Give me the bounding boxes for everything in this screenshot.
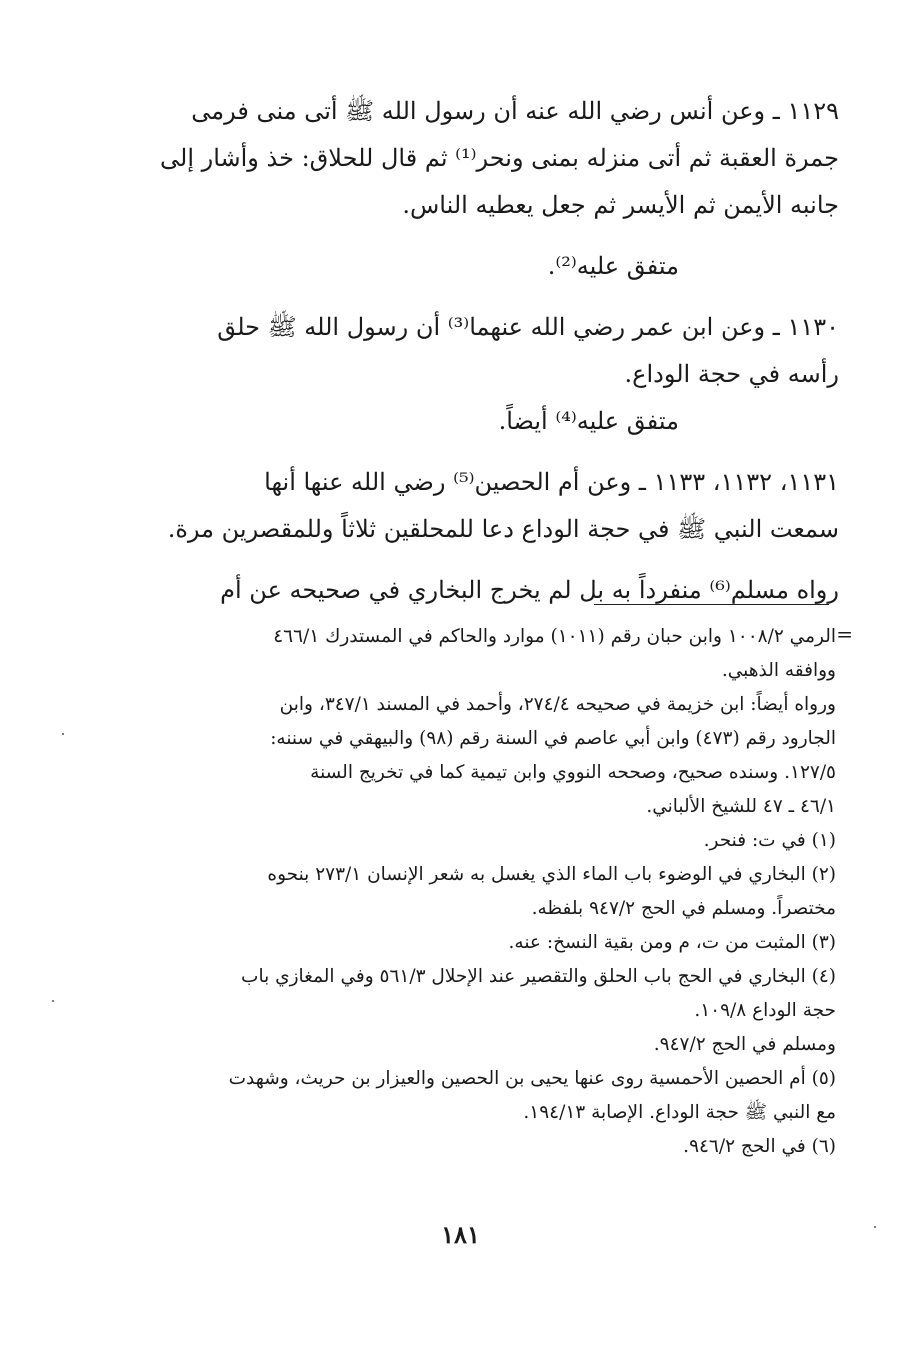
continuation-mark: = <box>836 622 853 646</box>
hadith-line: رأسه في حجة الوداع. <box>624 360 839 388</box>
scan-speck <box>874 1226 876 1228</box>
hadith-source: متفق عليه⁽⁴⁾ أيضاً. <box>498 407 679 435</box>
hadith-1131-1133 <box>132 459 839 553</box>
main-text <box>132 88 839 614</box>
footnote-5: (٥) أم الحصين الأحمسية روى عنها يحيى بن الحصين والعيزار بن حريث، وشهدت مع النبي ﷺ حجة الوداع. الإصابة ١٩٤/١٣. <box>228 1068 836 1123</box>
hadith-line: رواه مسلم⁽⁶⁾ منفرداً به بل لم يخرج البخاري في صحيحه عن أم <box>220 576 839 604</box>
hadith-1130 <box>132 304 839 398</box>
scan-speck <box>62 733 64 735</box>
footnote-continued: الرمي ١٠٠٨/٢ وابن حبان رقم (١٠١١) موارد والحاكم في المستدرك ٤٦٦/١ ووافقه الذهبي. <box>273 626 836 681</box>
footnote-4: (٤) البخاري في الحج باب الحلق والتقصير عند الإحلال ٥٦١/٣ وفي المغازي باب حجة الوداع ١٠٩/٨. ومسلم في الحج ٩٤٧/٢. <box>241 966 836 1055</box>
hadith-line: سمعت النبي ﷺ في حجة الوداع دعا للمحلقين ثلاثاً وللمقصرين مرة. <box>167 515 839 543</box>
footnote-separator <box>594 604 829 605</box>
hadith-1129 <box>132 88 839 229</box>
hadith-narration <box>132 567 839 614</box>
footnote-1: (١) في ت: فنحر. <box>703 830 836 851</box>
footnote-6: (٦) في الحج ٩٤٦/٢. <box>683 1136 836 1157</box>
hadith-line: ١١٣٠ ـ وعن ابن عمر رضي الله عنهما⁽³⁾ أن رسول الله ﷺ حلق <box>217 313 839 341</box>
hadith-source: متفق عليه⁽²⁾. <box>547 252 679 280</box>
footnotes <box>135 620 836 1164</box>
hadith-line: جانبه الأيمن ثم الأيسر ثم جعل يعطيه الناس. <box>402 191 839 219</box>
hadith-line: ١١٣١، ١١٣٢، ١١٣٣ ـ وعن أم الحصين⁽⁵⁾ رضي الله عنها أنها <box>264 468 839 496</box>
scan-speck <box>52 1000 54 1002</box>
footnote-continued-2: ورواه أيضاً: ابن خزيمة في صحيحه ٢٧٤/٤، وأحمد في المسند ٣٤٧/١، وابن الجارود رقم (٤٧٣) وابن أبي عاصم في السنة رقم (٩٨) والبيهقي في سننه: ١٢٧/٥. وسنده صحيح، وصححه النووي وابن تيمية كما في تخريج السنة ٤٦/١ ـ ٤٧ للشيخ الألباني. <box>270 694 836 817</box>
footnote-3: (٣) المثبت من ت، م ومن بقية النسخ: عنه. <box>508 932 836 953</box>
hadith-line: جمرة العقبة ثم أتى منزله بمنى ونحر⁽¹⁾ ثم قال للحلاق: خذ وأشار إلى <box>160 144 839 172</box>
footnote-2: (٢) البخاري في الوضوء باب الماء الذي يغسل به شعر الإنسان ٢٧٣/١ بنحوه مختصراً. ومسلم في الحج ٩٤٧/٢ بلفظه. <box>267 864 836 919</box>
hadith-line: ١١٢٩ ـ وعن أنس رضي الله عنه أن رسول الله ﷺ أتى منى فرمى <box>191 97 839 125</box>
page-number: ١٨١ <box>441 1220 480 1249</box>
